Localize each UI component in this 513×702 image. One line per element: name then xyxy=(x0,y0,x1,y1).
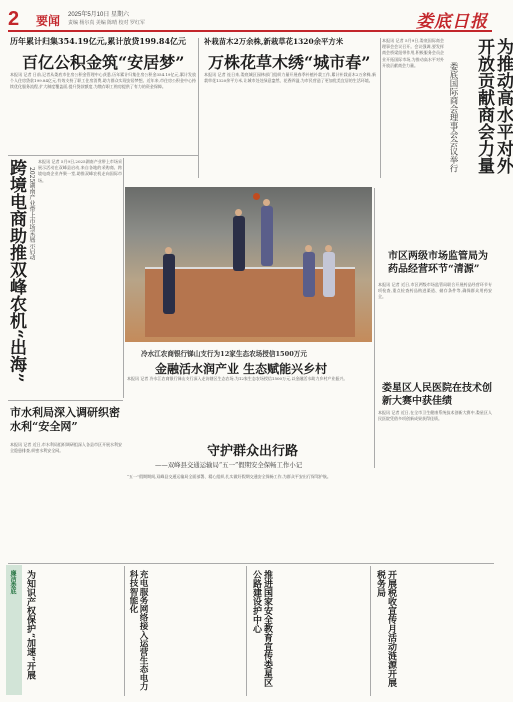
article-headline: 万株花草木绣“城市春” xyxy=(208,53,371,72)
article-headline: 为推动高水平对外开放贡献商会力量 xyxy=(474,38,513,174)
player xyxy=(163,254,175,314)
article-body: 本报讯 记者 5月9日,娄底国际商会理事会会议召开。会议强调,要发挥商会桥梁纽带作用,积极服务会员企业开拓国际市场,为推动高水平对外开放贡献商会力量。 xyxy=(382,38,444,68)
column-divider xyxy=(380,38,381,178)
player xyxy=(233,216,245,271)
dateline: 2025年5月10日 星期六 xyxy=(68,12,130,18)
bottom-article-charging xyxy=(128,566,243,696)
article-kicker: 补栽苗木2万余株,新栽草花1320余平方米 xyxy=(204,37,344,46)
section-title: 要闻 xyxy=(36,14,61,28)
section-divider xyxy=(8,155,198,156)
article-headline: 跨境电商助推双峰农机“出海” xyxy=(6,159,26,383)
bottom-article-ip xyxy=(24,566,119,696)
article-chamber xyxy=(382,36,513,186)
article-body: 本报讯 记者 近日,在全市卫生健康系统技术创新大赛中,娄星区人民医院凭借多项创新成果获得佳绩。 xyxy=(378,410,492,422)
masthead xyxy=(8,6,492,32)
player xyxy=(325,245,332,252)
article-body: 本报讯 记者 连日来,娄底城区园林部门组织力量开展春季补植补栽工作,累计补栽苗木2万余株,新栽草花1320余平方米,让城市处处绿意盎然、花香四溢,为市民营造了更加优美宜居的生活环境。 xyxy=(204,72,376,84)
page-number: 2 xyxy=(8,8,20,30)
article-subtitle: 2025湖南产业带上市场采展示启动 xyxy=(28,167,35,261)
article-water xyxy=(8,402,123,562)
newspaper-logo: 娄底日报 xyxy=(416,12,488,32)
column-divider xyxy=(370,566,371,696)
editor-line: 责编 杨尔真 美编 陈晴 校对 罗红军 xyxy=(68,20,145,26)
article-headline: 守护群众出行路 xyxy=(207,444,299,459)
article-body: 本报讯 记者 日前,记者从娄底市住房公积金管理中心获悉,历年累计归集住房公积金354.19亿元,累计发放个人住房贷款199.84亿元,有效支持了职工住房消费,助力群众实现安居梦想。近年来,市住房公积金中心持续优化服务流程,扩大制度覆盖面,提升贷款额度,为缴存职工购房提供了有力的资金保障。 xyxy=(10,72,196,90)
player xyxy=(305,245,312,252)
article-headline: 推进国家安全教育宣传娄星区公路建设护中心 xyxy=(251,570,272,687)
column-divider xyxy=(123,158,124,398)
article-rural-finance xyxy=(125,344,373,436)
article-headline: 百亿公积金筑“安居梦” xyxy=(22,53,185,72)
article-body: 本报讯 记者 冷水江农商银行锑山支行深入走访辖区生态农场,为12家生态农场授信1500万元,以金融活水助力乡村产业振兴。 xyxy=(127,376,348,381)
article-headline: 市区两级市场监管局为药品经营环节“清源” xyxy=(388,251,488,275)
article-pharmacy xyxy=(378,190,494,375)
article-body: “五一”假期期间,双峰县交通运输局全面部署、精心组织,扎实做好假期交通安全保畅工作,为群众平安出行保驾护航。 xyxy=(127,474,331,479)
article-headline: 金融活水润产业 生态赋能兴乡村 xyxy=(155,362,328,376)
player xyxy=(263,199,270,206)
sidebar-label: 廉洁娄底 xyxy=(9,570,15,594)
article-body: 本报讯 记者 5月9日,2025湖南产业带上市场采展示活动在双峰县启动,来自各地的采购商、跨境电商企业齐聚一堂,助推双峰农机走向国际市场。 xyxy=(38,159,122,183)
player xyxy=(303,252,315,297)
column-divider xyxy=(198,38,199,178)
article-body: 本报讯 记者 近日,市水利局组织调研组深入各县市区开展水利安全隐患排查,织密水利安全网。 xyxy=(10,442,122,454)
article-traffic xyxy=(125,438,373,562)
section-divider xyxy=(8,400,123,401)
bottom-article-tax xyxy=(374,566,494,696)
player xyxy=(165,247,172,254)
article-headline: 充电服务网络接入运营生态电力科技智能化 xyxy=(128,570,148,691)
player xyxy=(323,252,335,297)
article-kicker: 历年累计归集354.19亿元,累计放贷199.84亿元 xyxy=(10,36,187,46)
article-subtitle: 娄底国际商会理事会会议举行 xyxy=(448,62,458,173)
article-headline: 市水利局深入调研织密水利“安全网” xyxy=(10,406,120,433)
article-housing-fund xyxy=(8,36,198,154)
article-city-flowers xyxy=(202,36,378,178)
article-headline: 为知识产权保护“加速”开展 xyxy=(25,570,35,680)
column-divider xyxy=(374,188,375,468)
player xyxy=(261,206,273,266)
article-crossborder xyxy=(8,157,123,397)
column-divider xyxy=(246,566,247,696)
article-kicker: 冷水江农商银行锑山支行为12家生态农场授信1500万元 xyxy=(141,350,307,358)
section-divider xyxy=(8,563,494,564)
player xyxy=(235,209,242,216)
basketball-photo xyxy=(125,187,372,342)
bottom-article-security xyxy=(250,566,368,696)
article-hospital xyxy=(378,378,494,478)
article-headline: 开展税收宣传月活动涟源开展税务局 xyxy=(375,570,396,687)
article-body: 本报讯 记者 近日,市区两级市场监管局联合开展药品经营环节专项检查,重点检查药品购进渠道、储存条件等,确保群众用药安全。 xyxy=(378,282,492,300)
column-divider xyxy=(124,566,125,696)
basketball xyxy=(253,193,260,200)
article-headline: 娄星区人民医院在技术创新大赛中获佳绩 xyxy=(382,383,492,407)
article-subtitle: ——双峰县交通运输局“五一”假期安全保畅工作小记 xyxy=(155,461,303,469)
